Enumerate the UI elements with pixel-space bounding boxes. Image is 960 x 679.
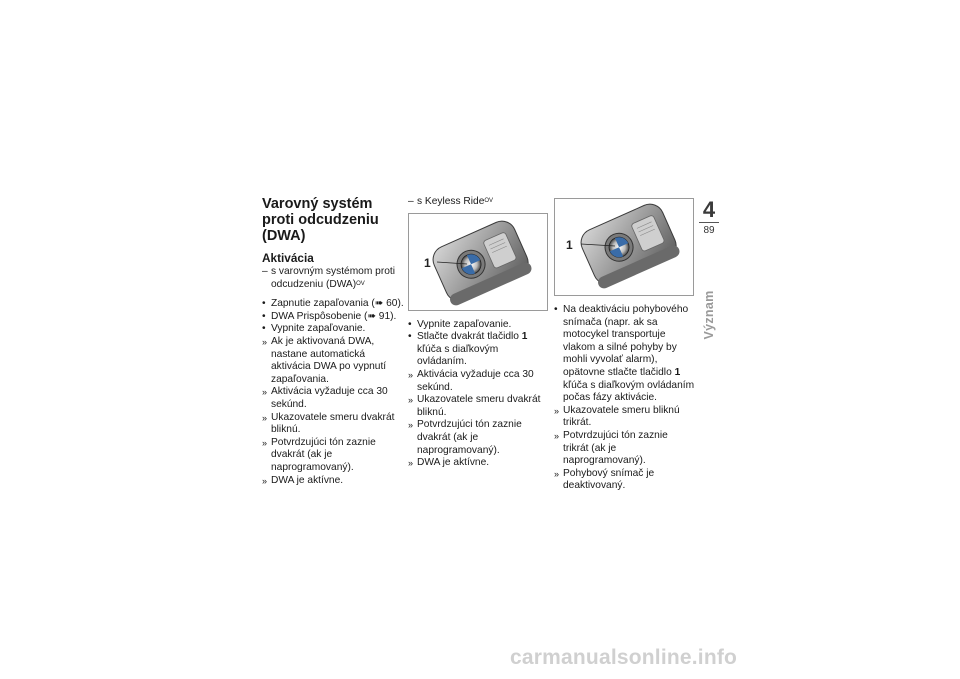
item-text: Pohybový snímač je deaktivovaný. [563,467,655,492]
result-marker: » [262,437,268,448]
result-marker: » [262,387,268,398]
item-text: Stlačte dvakrát tlačidlo [417,331,522,343]
result-marker: » [408,395,414,406]
key-reference: 1 [674,366,681,378]
result-marker: » [262,336,268,347]
bullet-marker: • [262,298,266,310]
bullet-marker: • [408,331,412,343]
item-text: Ak je aktivovaná DWA, nastane automatická aktivácia DWA po vypnutí zapaľovania. [271,335,387,385]
chapter-number: 4 [702,197,716,222]
page-number: 89 [703,225,715,236]
result-item [408,457,550,470]
item-text: Potvrdzujúci tón zaznie trikrát (ak je naprogramovaný). [563,429,668,467]
instruction-list [408,319,550,470]
result-marker: » [408,420,414,431]
result-item [262,437,404,475]
section-subtitle: Aktivácia [262,251,314,265]
bullet-marker: • [408,318,412,330]
key-fob-figure [554,198,694,296]
bullet-marker: • [554,304,558,315]
item-text: kľúča s diaľkovým ovládaním. [417,343,499,368]
item-text: Vypnite zapaľovanie. [417,318,512,330]
item-text: Potvrdzujúci tón zaznie dvakrát (ak je naprogramovaný). [271,436,376,473]
item-text: Zapnutie zapaľovania (➠ 60). [271,298,404,310]
result-item [554,405,696,430]
item-text: Ukazovatele smeru bliknú trikrát. [563,404,680,429]
result-item [262,412,404,437]
item-text: Ukazovatele smeru dvakrát bliknú. [271,411,395,436]
option-superscript: OV [484,198,494,204]
condition-text: s varovným systémom proti odcudzeniu (DWA) [271,266,395,290]
item-text: Ukazovatele smeru dvakrát bliknú. [417,394,541,418]
step-item [262,311,404,324]
result-marker: » [408,458,414,469]
item-text: Na deaktiváciu pohybového snímača (napr. ak sa motocykel transportuje vlakom a silné pohyby by mohli vyvolať alarm), opätovne stlačte tlačidlo [563,304,689,378]
section-title: Varovný systém proti odcudzeniu (DWA) [262,196,379,244]
result-item [262,336,404,386]
bullet-marker: • [262,323,266,335]
result-item [262,386,404,411]
key-fob-illustration [409,214,547,310]
result-item [262,475,404,488]
item-text: Potvrdzujúci tón zaznie dvakrát (ak je naprogramovaný). [417,419,522,456]
step-item [262,298,404,311]
step-item [262,323,404,336]
result-marker: » [554,430,560,441]
step-item [408,331,550,369]
instruction-list [262,298,404,487]
result-item [408,369,550,394]
result-marker: » [262,412,268,423]
instruction-list [554,304,696,493]
item-text: kľúča s diaľkovým ovládaním počas fázy aktivácie. [563,379,695,404]
result-marker: » [262,475,268,486]
result-item [408,419,550,457]
option-superscript: OV [356,280,365,287]
condition-marker: – [408,196,414,207]
result-marker: » [554,405,560,416]
condition-line [262,266,404,291]
result-item [408,394,550,419]
item-text: Vypnite zapaľovanie. [271,323,366,335]
figure-callout: 1 [424,255,431,270]
key-fob-illustration [555,199,693,295]
item-text: DWA je aktívne. [271,474,344,486]
condition-line [408,196,550,209]
figure-callout: 1 [566,238,573,252]
step-item [554,304,696,405]
step-item [408,319,550,332]
condition-marker: – [262,266,268,277]
result-marker: » [408,369,414,380]
watermark: carmanualsonline.info [510,646,738,669]
bullet-marker: • [262,310,266,322]
column-3 [554,196,696,493]
margin-rule [699,222,719,223]
item-text: Aktivácia vyžaduje cca 30 sekúnd. [417,368,534,393]
condition-text: s Keyless Ride [417,196,485,207]
key-reference: 1 [521,331,528,343]
item-text: DWA Prispôsobenie (➠ 91). [271,310,397,322]
result-item [554,430,696,468]
column-2 [408,196,550,470]
item-text: DWA je aktívne. [417,457,490,469]
result-item [554,468,696,493]
chapter-side-label-text: Význam [702,290,716,340]
chapter-side-label [698,270,720,360]
item-text: Aktivácia vyžaduje cca 30 sekúnd. [271,386,388,410]
column-1 [262,196,404,487]
key-fob-figure [408,213,548,311]
result-marker: » [554,468,560,479]
